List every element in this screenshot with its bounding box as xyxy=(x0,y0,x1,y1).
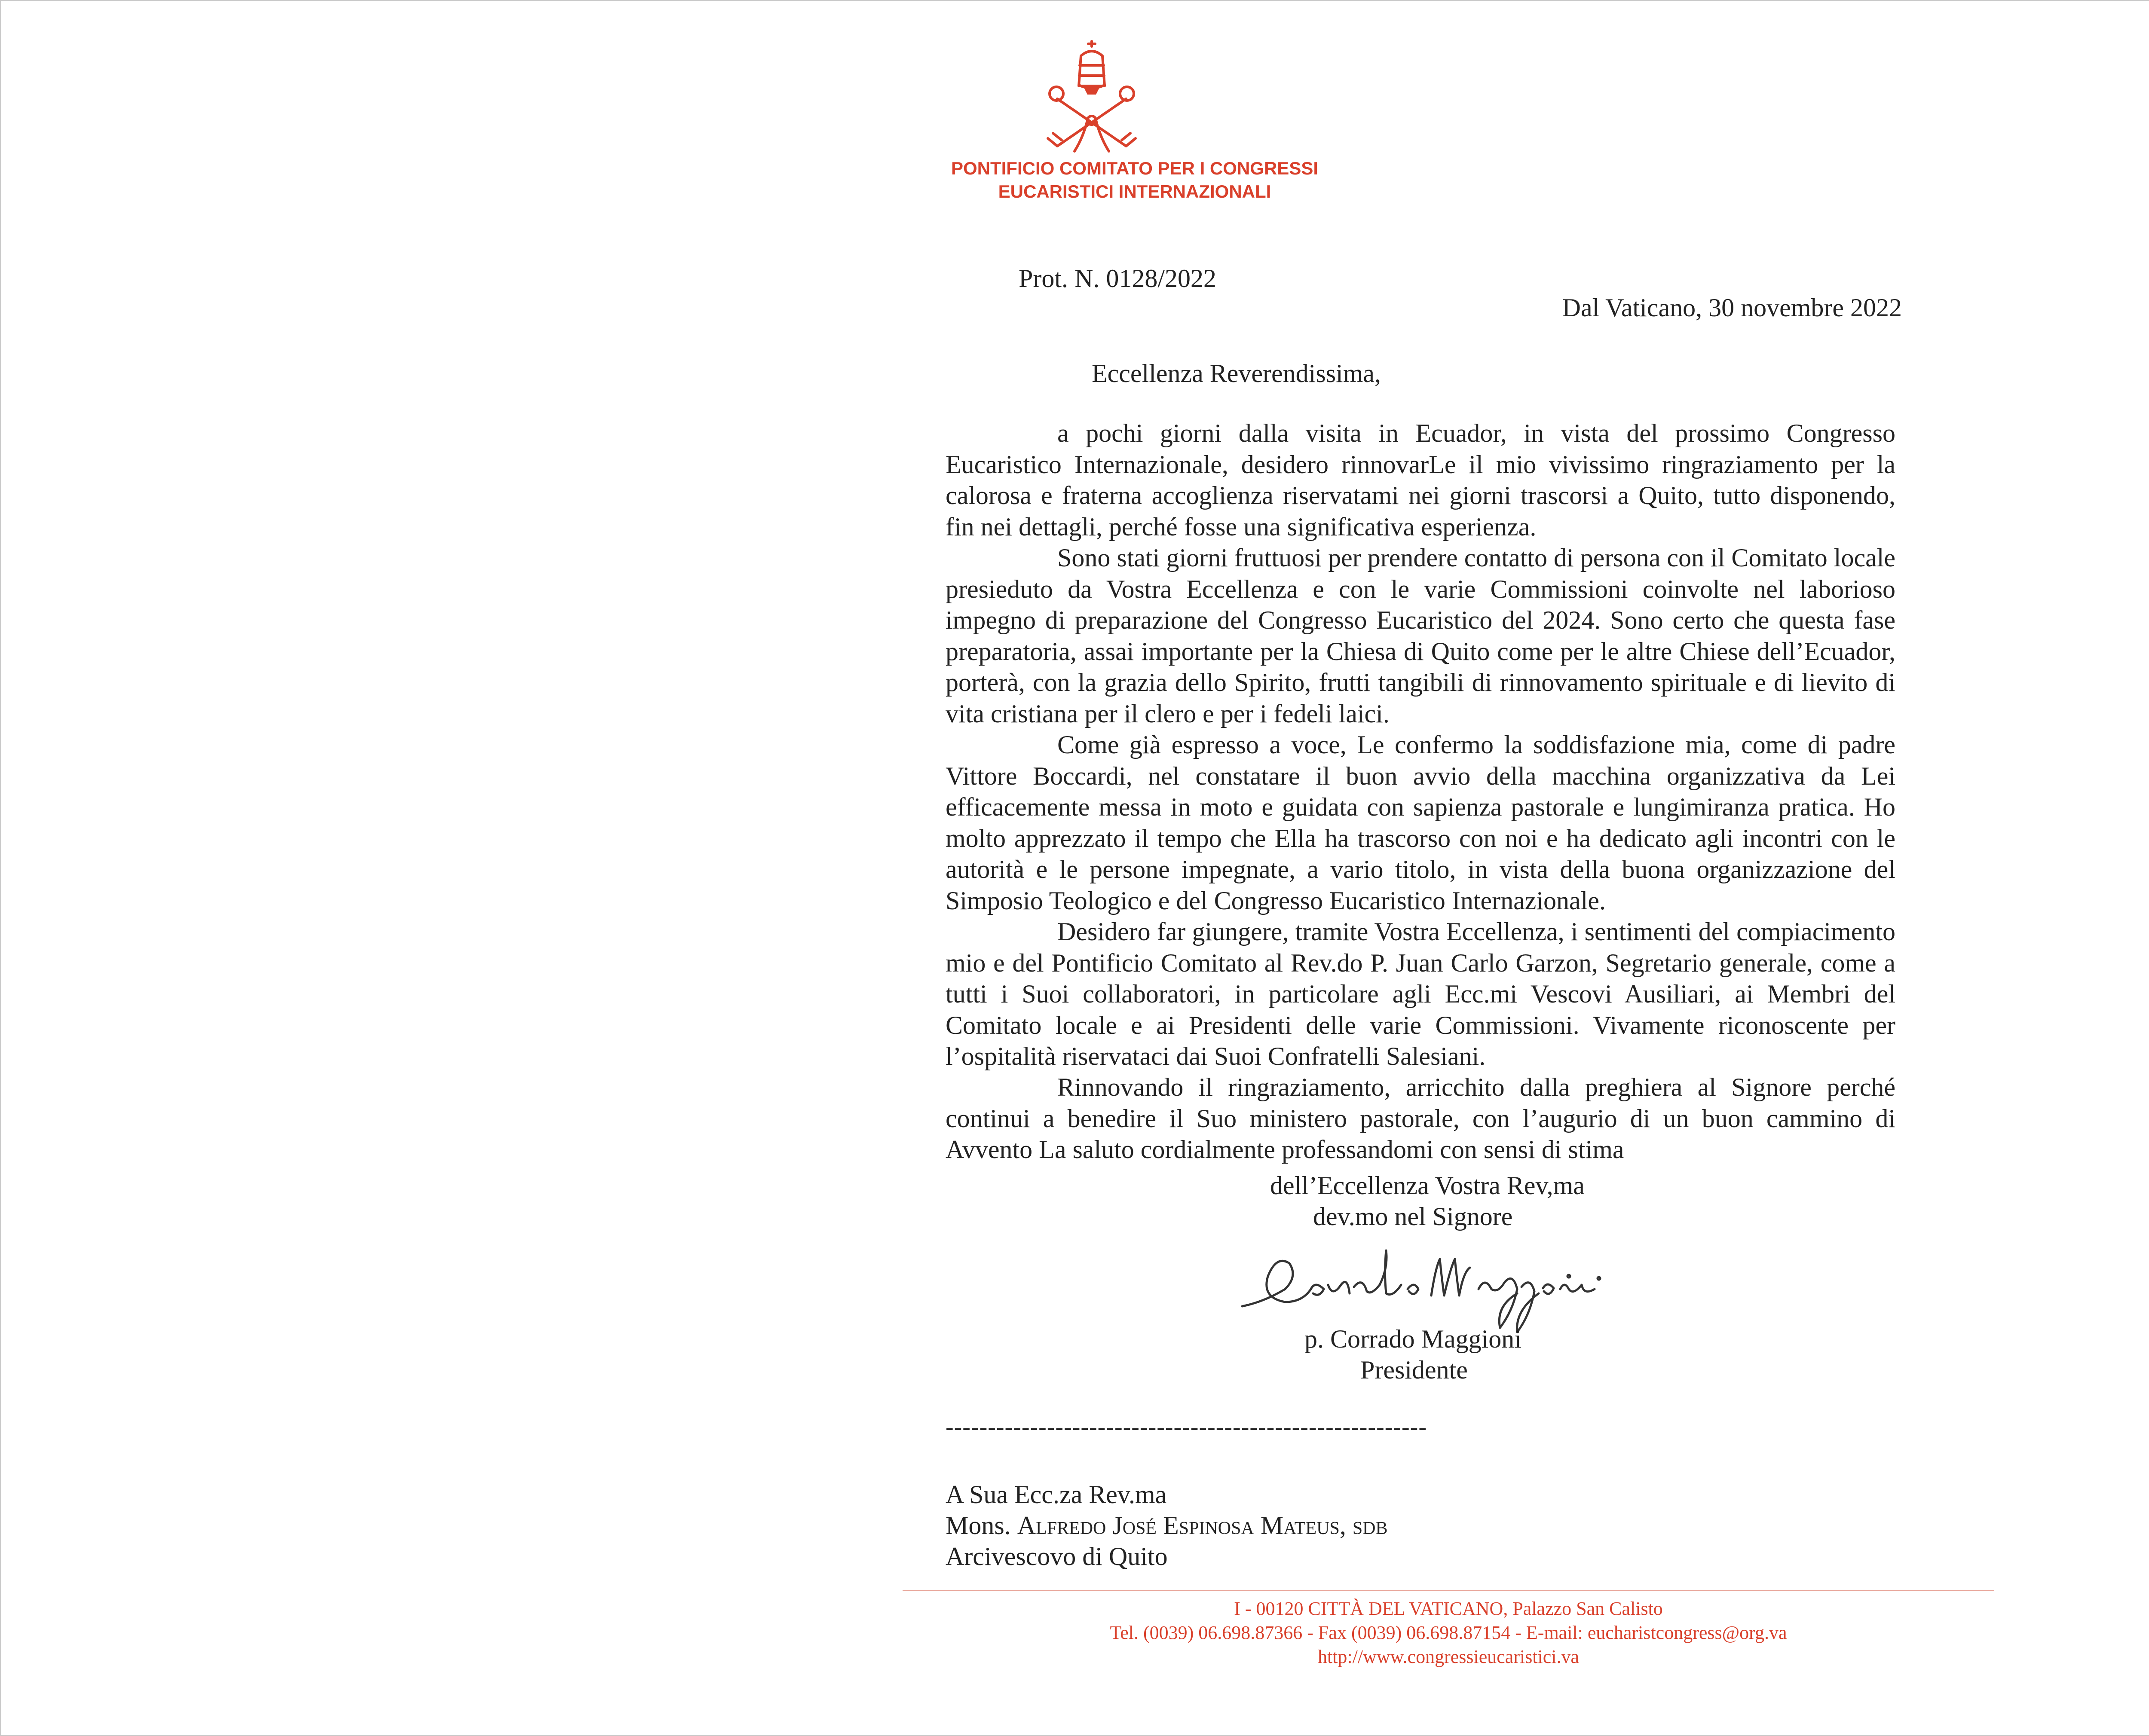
paragraph-1-text: a pochi giorni dalla visita in Ecuador, in vista del prossimo Congresso Eucaristico Internazionale, desidero rinnovarLe il mio vivissimo ringraziamento per la calorosa e fraterna accoglienza riservatami nei giorni trascorsi a Quito, tutto disponendo, fin nei dettagli, perché fosse una significativa esperienza. xyxy=(946,419,1895,541)
signatory-name: p. Corrado Maggioni xyxy=(1304,1325,1521,1353)
recipient-line-3: Arcivescovo di Quito xyxy=(946,1542,1168,1571)
body-paragraph-1 xyxy=(946,418,1895,542)
recipient-suffix: , sdb xyxy=(1339,1511,1388,1540)
letter-date: Dal Vaticano, 30 novembre 2022 xyxy=(1562,293,1902,322)
body-paragraph-4: Desidero far giungere, tramite Vostra Eccellenza, i sentimenti del compiacimento mio e del Pontificio Comitato al Rev.do P. Juan Carlo Garzon, Segretario generale, come a tutti i Suoi collaboratori, in particolare agli Ecc.mi Vescovi Ausiliari, ai Membri del Comitato locale e ai Presidenti delle varie Commissioni. Vivamente riconoscente per l’ospitalità riservataci dai Suoi Confratelli Salesiani. xyxy=(946,917,1895,1070)
closing-line-1: dell’Eccellenza Vostra Rev,ma xyxy=(1270,1171,1585,1200)
signatory-title: Presidente xyxy=(1360,1356,1468,1384)
papal-crest-icon xyxy=(1040,39,1143,159)
org-name-line1: PONTIFICIO COMITATO PER I CONGRESSI xyxy=(951,158,1319,178)
closing-line-2: dev.mo nel Signore xyxy=(1313,1202,1513,1231)
org-name-line2: EUCARISTICI INTERNAZIONALI xyxy=(998,181,1271,202)
separator-line: --------------------------------------------------------- xyxy=(946,1414,1427,1440)
body-paragraph-3: Come già espresso a voce, Le confermo la soddisfazione mia, come di padre Vittore Boccardi, nel constatare il buon avvio della macchina organizzativa da Lei efficacemente messa in moto e guidata con sapienza pastorale e lungimiranza pratica. Ho molto apprezzato il tempo che Ella ha trascorso con noi e ha dedicato agli incontri con le autorità e le persone impegnate, a vario titolo, in vista della buona organizzazione del Simposio Teologico e del Congresso Eucaristico Internazionale. xyxy=(946,730,1895,915)
recipient-line-2 xyxy=(946,1510,1388,1541)
body-paragraph-2: Sono stati giorni fruttuosi per prendere contatto di persona con il Comitato locale presieduto da Vostra Eccellenza e con le varie Commissioni coinvolte nel laborioso impegno di preparazione del Congresso Eucaristico del 2024. Sono certo che questa fase preparatoria, assai importante per la Chiesa di Quito come per le altre Chiese dell’Ecuador, porterà, con la grazia dello Spirito, frutti tangibili di rinnovamento spirituale e di lievito di vita cristiana per il clero e per i fedeli laici. xyxy=(946,544,1895,728)
recipient-name: Alfredo José Espinosa Mateus xyxy=(1017,1511,1340,1540)
footer-divider xyxy=(903,1590,1994,1591)
body-paragraph-5: Rinnovando il ringraziamento, arricchito dalla preghiera al Signore perché continui a benedire il Suo ministero pastorale, con l’augurio di un buon cammino di Avvento La saluto cordialmente professandomi con sensi di stima xyxy=(946,1073,1895,1164)
salutation: Eccellenza Reverendissima, xyxy=(1092,359,1381,388)
letter-page xyxy=(868,0,2003,1736)
recipient-line-1: A Sua Ecc.za Rev.ma xyxy=(946,1480,1167,1509)
footer-address: I - 00120 CITTÀ DEL VATICANO, Palazzo San Calisto xyxy=(1234,1598,1663,1619)
protocol-number: Prot. N. 0128/2022 xyxy=(1019,264,1217,293)
footer-contacts: Tel. (0039) 06.698.87366 - Fax (0039) 06.698.87154 - E-mail: eucharistcongress@org.va xyxy=(1110,1622,1787,1643)
footer-website[interactable]: http://www.congressieucaristici.va xyxy=(1317,1646,1580,1667)
recipient-prefix: Mons. xyxy=(946,1511,1017,1540)
